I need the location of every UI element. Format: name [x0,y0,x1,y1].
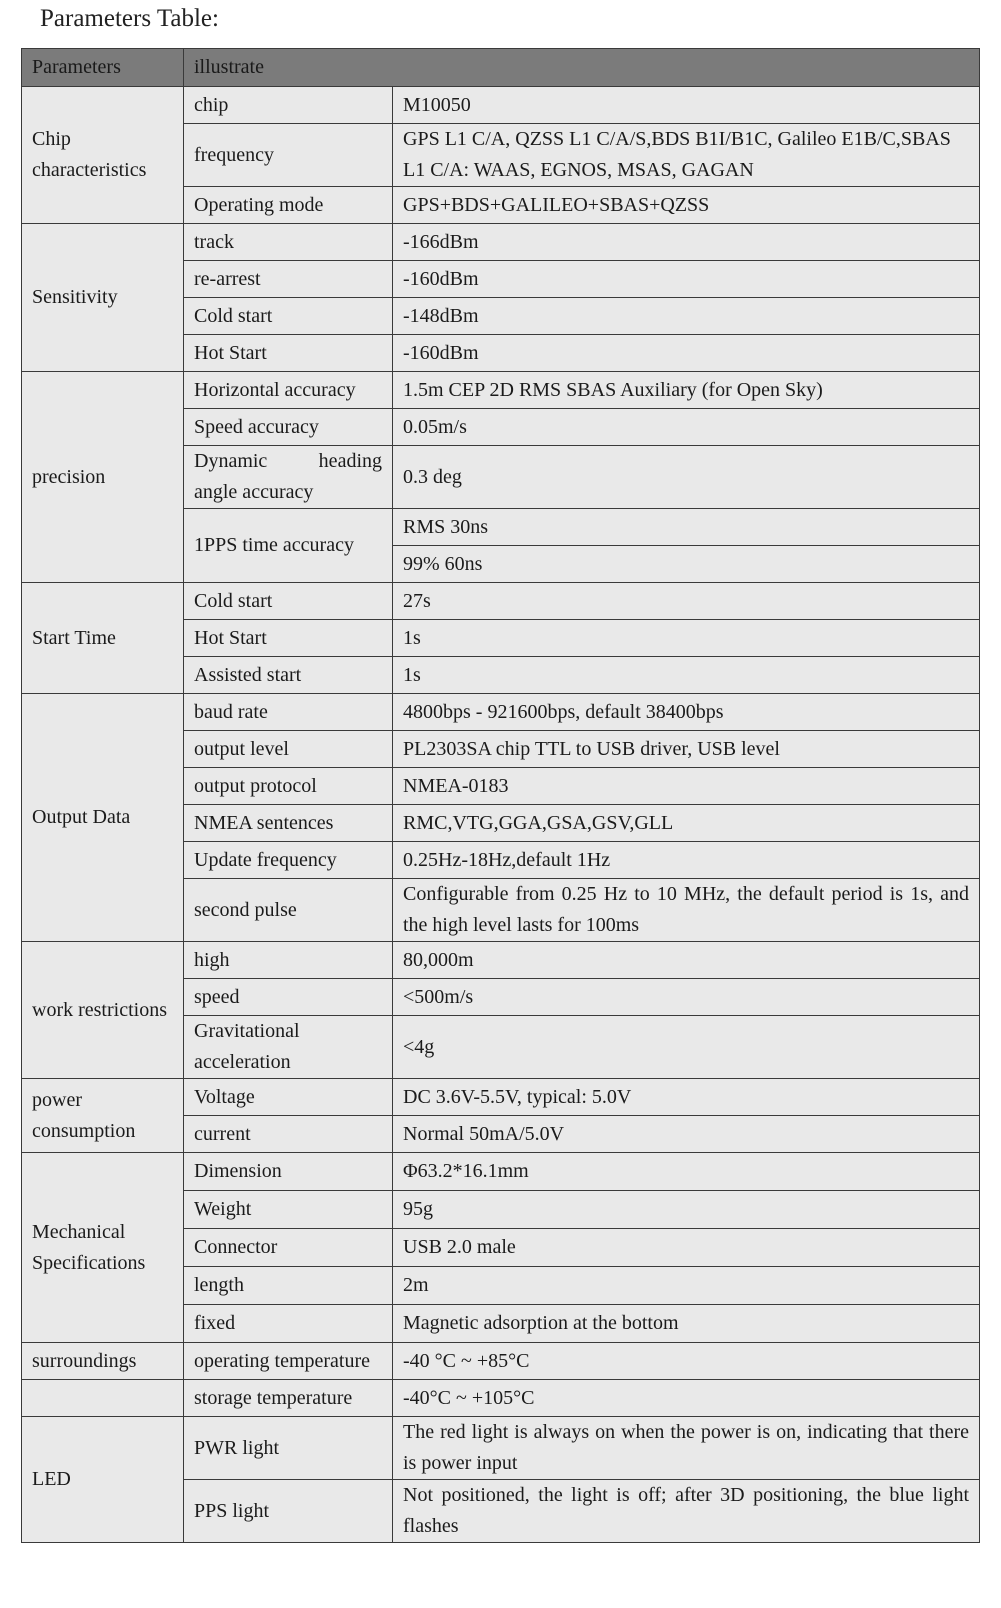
document-title: Parameters Table: [40,5,219,32]
param-name: fixed [184,1305,393,1343]
param-value: 99% 60ns [393,546,980,583]
param-name: high [184,942,393,979]
param-value: RMS 30ns [393,509,980,546]
param-name: Speed accuracy [184,409,393,446]
param-value: 80,000m [393,942,980,979]
param-name: frequency [184,124,393,187]
param-value: NMEA-0183 [393,768,980,805]
param-name: track [184,224,393,261]
param-name: Horizontal accuracy [184,372,393,409]
param-value: <4g [393,1016,980,1079]
table-row [22,1343,980,1380]
param-value: 0.25Hz-18Hz,default 1Hz [393,842,980,879]
param-value: 1.5m CEP 2D RMS SBAS Auxiliary (for Open Sky) [393,372,980,409]
param-value: GPS+BDS+GALILEO+SBAS+QZSS [393,187,980,224]
table-row [22,942,980,979]
group-label: Output Data [22,694,184,942]
param-name: Hot Start [184,620,393,657]
param-value: -160dBm [393,335,980,372]
param-name: NMEA sentences [184,805,393,842]
param-value: Φ63.2*16.1mm [393,1153,980,1191]
group-label: Sensitivity [22,224,184,372]
group-label: Mechanical Specifications [22,1153,184,1343]
param-name: Assisted start [184,657,393,694]
group-label: surroundings [22,1343,184,1380]
param-name: Dynamic heading angle accuracy [184,446,393,509]
param-name: Dimension [184,1153,393,1191]
param-value: -40°C ~ +105°C [393,1380,980,1417]
group-label: work restrictions [22,942,184,1079]
param-value: <500m/s [393,979,980,1016]
param-name: operating temperature [184,1343,393,1380]
param-value: 0.3 deg [393,446,980,509]
param-value: DC 3.6V-5.5V, typical: 5.0V [393,1079,980,1116]
param-value: USB 2.0 male [393,1229,980,1267]
param-value: 95g [393,1191,980,1229]
param-name: Cold start [184,583,393,620]
param-name: Hot Start [184,335,393,372]
group-label-empty [22,1380,184,1417]
param-value: PL2303SA chip TTL to USB driver, USB level [393,731,980,768]
param-value: M10050 [393,87,980,124]
param-value: -160dBm [393,261,980,298]
group-label: power consumption [22,1079,184,1153]
param-name: output level [184,731,393,768]
header-parameters: Parameters [22,49,184,87]
param-name: Update frequency [184,842,393,879]
table-row [22,1079,980,1116]
group-label: Chip characteristics [22,87,184,224]
param-name: 1PPS time accuracy [184,509,393,583]
parameters-table [21,48,980,1543]
param-name: Cold start [184,298,393,335]
param-value: GPS L1 C/A, QZSS L1 C/A/S,BDS B1I/B1C, Galileo E1B/C,SBAS L1 C/A: WAAS, EGNOS, MSAS, GAGAN [393,124,980,187]
param-value: 2m [393,1267,980,1305]
param-name: Voltage [184,1079,393,1116]
param-value: Magnetic adsorption at the bottom [393,1305,980,1343]
param-value: -148dBm [393,298,980,335]
table-row [22,224,980,261]
table-row [22,1380,980,1417]
param-name: current [184,1116,393,1153]
table-row [22,372,980,409]
param-value: Configurable from 0.25 Hz to 10 MHz, the default period is 1s, and the high level lasts for 100ms [393,879,980,942]
param-name: storage temperature [184,1380,393,1417]
param-value: 0.05m/s [393,409,980,446]
param-name: speed [184,979,393,1016]
param-name: baud rate [184,694,393,731]
param-name: chip [184,87,393,124]
param-name: length [184,1267,393,1305]
param-value: The red light is always on when the power is on, indicating that there is power input [393,1417,980,1480]
table-row [22,1153,980,1191]
group-label: precision [22,372,184,583]
param-value: 4800bps - 921600bps, default 38400bps [393,694,980,731]
param-name: Gravitational acceleration [184,1016,393,1079]
param-name: Weight [184,1191,393,1229]
table-row [22,583,980,620]
table-row [22,87,980,124]
param-name: output protocol [184,768,393,805]
table-row [22,1417,980,1480]
group-label: Start Time [22,583,184,694]
param-name: PWR light [184,1417,393,1480]
group-label: LED [22,1417,184,1543]
param-name: second pulse [184,879,393,942]
param-value: 1s [393,657,980,694]
param-value: 27s [393,583,980,620]
table-row [22,694,980,731]
param-value: Normal 50mA/5.0V [393,1116,980,1153]
param-value: 1s [393,620,980,657]
param-name: re-arrest [184,261,393,298]
header-illustrate: illustrate [184,49,980,87]
param-name: Connector [184,1229,393,1267]
param-value: -40 °C ~ +85°C [393,1343,980,1380]
param-name: Operating mode [184,187,393,224]
param-value: -166dBm [393,224,980,261]
param-name: PPS light [184,1480,393,1543]
param-value: RMC,VTG,GGA,GSA,GSV,GLL [393,805,980,842]
param-value: Not positioned, the light is off; after 3D positioning, the blue light flashes [393,1480,980,1543]
table-header-row [22,49,980,87]
